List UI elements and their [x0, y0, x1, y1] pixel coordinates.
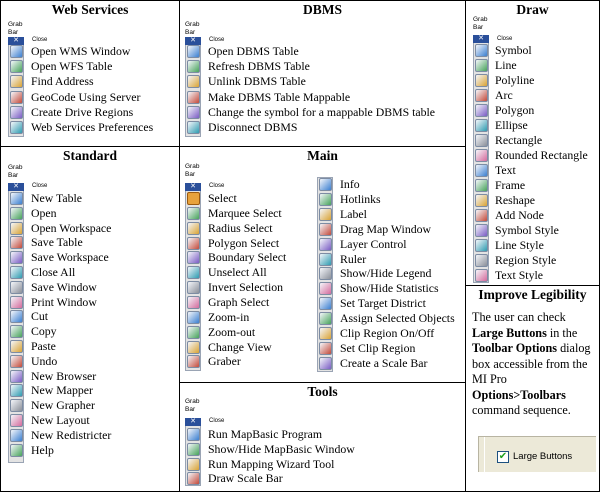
tool-item-layer-control[interactable]	[318, 237, 466, 252]
tool-item-label: Assign Selected Objects	[340, 311, 455, 326]
tool-item-label: Hotlinks	[340, 191, 381, 206]
tool-item-drag-map-window[interactable]	[318, 222, 466, 237]
tool-item-label: Polyline	[495, 73, 535, 87]
close-icon[interactable]: ✕	[185, 37, 201, 45]
tool-item-save-table[interactable]	[9, 235, 180, 250]
print-window-icon	[10, 296, 23, 309]
tool-item-label: Cut	[31, 309, 49, 324]
open-dbms-icon	[187, 45, 200, 58]
tool-item-label[interactable]	[318, 207, 466, 222]
close-label: Close	[209, 418, 225, 424]
close-label: Close	[209, 183, 225, 189]
paste-icon	[10, 340, 23, 353]
change-view-icon	[187, 341, 200, 354]
tool-item-run-mapbasic-program[interactable]	[186, 427, 408, 442]
tool-item-label: Help	[31, 442, 54, 457]
polyline-icon	[475, 74, 488, 87]
close-label: Close	[209, 37, 225, 43]
tool-item-label: Label	[340, 206, 367, 221]
new-redistricter-icon	[10, 429, 23, 442]
tool-item-undo[interactable]	[9, 354, 180, 369]
standard-title: Standard	[62, 148, 118, 163]
tool-item-rectangle[interactable]	[474, 133, 600, 148]
grab-bar-label[interactable]: Grab Bar	[185, 398, 200, 413]
ruler-icon	[319, 253, 332, 266]
new-table-icon	[10, 192, 23, 205]
tool-item-set-target-district[interactable]	[318, 296, 466, 311]
tool-item-label: Select	[208, 191, 237, 205]
large-buttons-dialog-snippet	[478, 436, 596, 472]
tool-item-label: Unlink DBMS Table	[208, 74, 306, 89]
new-layout-icon	[10, 414, 23, 427]
tool-item-close-all[interactable]	[9, 265, 180, 280]
assign-objects-icon	[319, 312, 332, 325]
refresh-dbms-icon	[187, 60, 200, 73]
tool-item-draw-scale-bar[interactable]	[186, 471, 408, 486]
tool-item-label: Set Target District	[340, 296, 426, 311]
tool-item-show-hide-legend[interactable]	[318, 266, 466, 281]
tool-item-new-grapher[interactable]	[9, 398, 180, 413]
large-buttons-label: Large Buttons	[513, 451, 573, 462]
tool-item-label: Show/Hide Statistics	[340, 281, 439, 296]
dbms-panel	[179, 0, 466, 147]
open-workspace-icon	[10, 222, 23, 235]
draw-scale-bar-icon	[187, 472, 200, 485]
tool-item-open[interactable]	[9, 206, 180, 221]
tool-item-label: Zoom-out	[208, 324, 256, 339]
tool-item-label: Rectangle	[495, 133, 543, 147]
tool-item-label: Arc	[495, 88, 513, 102]
tool-item-ruler[interactable]	[318, 252, 466, 267]
new-mapper-icon	[10, 384, 23, 397]
tool-item-cut[interactable]	[9, 309, 180, 324]
tool-item-label: Close All	[31, 265, 76, 279]
tool-item-label: Run MapBasic Program	[208, 427, 323, 441]
tool-item-create-a-scale-bar[interactable]	[318, 356, 466, 371]
new-browser-icon	[10, 370, 23, 383]
tool-item-show-hide-mapbasic-window[interactable]	[186, 442, 408, 457]
close-all-icon	[10, 266, 23, 279]
invert-selection-icon	[187, 281, 200, 294]
tool-item-label: New Grapher	[31, 398, 95, 413]
tool-item-label: Find Address	[31, 74, 94, 89]
tool-item-label: Marquee Select	[208, 205, 282, 220]
tools-panel	[179, 382, 466, 492]
tool-item-reshape[interactable]	[474, 193, 600, 208]
tool-item-help[interactable]	[9, 443, 180, 458]
tool-item-change-the-symbol-for-a-mappable-dbms-table[interactable]	[186, 104, 436, 120]
tool-item-label: Undo	[31, 353, 58, 368]
globe-wms-icon	[10, 45, 23, 58]
tool-item-label: Text	[495, 163, 516, 177]
layer-control-icon	[319, 238, 332, 251]
graph-select-icon	[187, 296, 200, 309]
tool-item-open-dbms-table[interactable]	[186, 44, 408, 59]
geocode-icon	[10, 91, 23, 104]
tool-item-label: Symbol Style	[495, 223, 559, 237]
large-buttons-checkbox[interactable]: ✔	[498, 451, 508, 462]
tool-item-symbol-style[interactable]	[474, 223, 600, 238]
select-arrow-icon	[187, 192, 200, 205]
tool-item-new-table[interactable]	[9, 191, 180, 206]
web-services-panel	[0, 0, 180, 147]
tool-item-show-hide-statistics[interactable]	[318, 281, 466, 296]
scale-bar-icon	[319, 357, 332, 370]
rectangle-icon	[475, 134, 488, 147]
tool-item-arc[interactable]	[474, 88, 600, 103]
legend-icon	[319, 267, 332, 280]
tool-item-region-style[interactable]	[474, 253, 600, 268]
tool-item-label: Refresh DBMS Table	[208, 59, 310, 74]
tool-item-line-style[interactable]	[474, 238, 600, 253]
tool-item-paste[interactable]	[9, 339, 180, 354]
tool-item-label: Change View	[208, 339, 272, 354]
tool-item-label: Invert Selection	[208, 280, 284, 295]
set-clip-region-icon	[319, 342, 332, 355]
grab-bar-label[interactable]: Grab Bar	[185, 163, 200, 178]
arc-icon	[475, 89, 488, 102]
frame-icon	[475, 179, 488, 192]
tool-item-new-redistricter[interactable]	[9, 428, 180, 443]
globe-wfs-icon	[10, 60, 23, 73]
tool-item-info[interactable]	[318, 177, 466, 192]
legibility-description: The user can check Large Buttons in the Toolbar Options dialog box accessible from the MI Pro Options>Toolbars command sequence.	[472, 310, 591, 417]
tool-item-unlink-dbms-table[interactable]	[186, 74, 408, 89]
tool-item-label: Drag Map Window	[340, 221, 432, 236]
close-icon[interactable]: ✕	[185, 183, 201, 191]
grab-bar-label[interactable]: Grab Bar	[185, 21, 200, 36]
tool-item-label: Set Clip Region	[340, 340, 416, 355]
close-label: Close	[32, 183, 48, 189]
tool-item-label: Frame	[495, 178, 526, 192]
polygon-icon	[475, 104, 488, 117]
cut-icon	[10, 310, 23, 323]
dbms-symbol-icon	[187, 106, 200, 119]
tool-item-line[interactable]	[474, 58, 600, 73]
close-icon[interactable]: ✕	[473, 35, 489, 43]
tool-item-label: Zoom-in	[208, 309, 250, 324]
draw-title: Draw	[516, 2, 549, 17]
tool-item-hotlinks[interactable]	[318, 192, 466, 207]
open-icon	[10, 207, 23, 220]
zoom-out-icon	[187, 326, 200, 339]
tool-item-new-browser[interactable]	[9, 369, 180, 384]
reshape-icon	[475, 194, 488, 207]
tool-item-symbol[interactable]	[474, 43, 600, 58]
tool-item-frame[interactable]	[474, 178, 600, 193]
tool-item-label: Show/Hide Legend	[340, 266, 432, 281]
tool-item-label: Change the symbol for a mappable DBMS table	[208, 104, 436, 119]
grab-bar-label[interactable]: Grab Bar	[473, 16, 488, 31]
tool-item-open-workspace[interactable]	[9, 221, 180, 236]
improve-legibility-panel	[465, 285, 600, 492]
region-style-icon	[475, 254, 488, 267]
copy-icon	[10, 325, 23, 338]
rounded-rectangle-icon	[475, 149, 488, 162]
mapping-wizard-icon	[187, 458, 200, 471]
grab-bar-label[interactable]: Grab Bar	[8, 164, 23, 179]
info-icon	[319, 178, 332, 191]
tool-item-label: Copy	[31, 324, 57, 339]
tool-item-label: Region Style	[495, 253, 557, 267]
tool-item-copy[interactable]	[9, 324, 180, 339]
polygon-select-icon	[187, 237, 200, 250]
tool-item-label: Save Window	[31, 279, 97, 294]
grabber-hand-icon	[187, 355, 200, 368]
tool-item-label: Graber	[208, 354, 241, 369]
boundary-select-icon	[187, 251, 200, 264]
tool-item-label: Graph Select	[208, 294, 270, 309]
tool-item-disconnect-dbms[interactable]	[186, 120, 408, 135]
tool-item-label: Add Node	[495, 208, 544, 222]
tool-item-find-address[interactable]	[9, 74, 180, 89]
unselect-all-icon	[187, 266, 200, 279]
tool-item-label: Info	[340, 177, 360, 191]
tool-item-label: Unselect All	[208, 265, 267, 280]
tool-item-open-wfs-table[interactable]	[9, 59, 180, 74]
tool-item-make-dbms-table-mappable[interactable]	[186, 90, 408, 105]
tool-item-create-drive-regions[interactable]	[9, 105, 180, 120]
tool-item-label: Reshape	[495, 193, 535, 207]
close-label: Close	[497, 36, 513, 42]
tool-item-label: Layer Control	[340, 236, 407, 251]
web-services-title: Web Services	[51, 2, 129, 17]
standard-panel	[0, 146, 180, 492]
tool-item-label: New Mapper	[31, 383, 93, 398]
line-icon	[475, 59, 488, 72]
close-icon[interactable]: ✕	[185, 418, 201, 426]
tool-item-save-workspace[interactable]	[9, 250, 180, 265]
tool-item-label: Make DBMS Table Mappable	[208, 89, 351, 104]
tool-item-label: Open WFS Table	[31, 59, 113, 74]
tool-item-label: New Browser	[31, 368, 97, 383]
tool-item-set-clip-region[interactable]	[318, 341, 466, 356]
mappable-dbms-icon	[187, 91, 200, 104]
tool-item-print-window[interactable]	[9, 295, 180, 310]
mapbasic-window-icon	[187, 443, 200, 456]
tool-item-label: New Table	[31, 191, 83, 205]
close-icon[interactable]: ✕	[8, 183, 24, 191]
draw-panel	[465, 0, 600, 286]
grab-bar-label[interactable]: Grab Bar	[8, 21, 23, 36]
tool-item-label: Line	[495, 58, 517, 72]
tool-item-label: Clip Region On/Off	[340, 326, 435, 340]
tool-item-geocode-using-server[interactable]	[9, 90, 180, 105]
tool-item-label: Save Workspace	[31, 250, 109, 265]
close-icon[interactable]: ✕	[8, 37, 24, 45]
tool-item-label: GeoCode Using Server	[31, 89, 141, 104]
target-district-icon	[319, 297, 332, 310]
close-label: Close	[32, 37, 48, 43]
tool-item-label: Open DBMS Table	[208, 44, 299, 58]
ellipse-icon	[475, 119, 488, 132]
web-preferences-icon	[10, 121, 23, 134]
tool-item-label: New Layout	[31, 413, 90, 427]
tool-item-label: Open Workspace	[31, 220, 112, 235]
symbol-icon	[475, 44, 488, 57]
improve-legibility-title: Improve Legibility	[478, 287, 587, 302]
tool-item-label: Ellipse	[495, 118, 528, 132]
tool-item-add-node[interactable]	[474, 208, 600, 223]
tool-item-label: Radius Select	[208, 220, 273, 235]
tool-item-assign-selected-objects[interactable]	[318, 311, 466, 326]
tool-item-label: New Redistricter	[31, 427, 112, 442]
tool-item-clip-region-on-off[interactable]	[318, 326, 466, 341]
help-icon	[10, 444, 23, 457]
tool-item-label: Run Mapping Wizard Tool	[208, 456, 335, 471]
tool-item-polygon[interactable]	[474, 103, 600, 118]
new-grapher-icon	[10, 399, 23, 412]
save-workspace-icon	[10, 251, 23, 264]
tool-item-label: Symbol	[495, 43, 532, 57]
tool-item-run-mapping-wizard-tool[interactable]	[186, 457, 408, 472]
tool-item-label: Disconnect DBMS	[208, 120, 298, 134]
drag-map-icon	[319, 223, 332, 236]
drive-regions-icon	[10, 106, 23, 119]
tool-item-label: Rounded Rectangle	[495, 148, 588, 162]
tool-item-label: Boundary Select	[208, 250, 287, 265]
tool-item-label: Paste	[31, 339, 56, 353]
radius-select-icon	[187, 222, 200, 235]
symbol-style-icon	[475, 224, 488, 237]
tool-item-refresh-dbms-table[interactable]	[186, 59, 408, 74]
tool-item-label: Print Window	[31, 294, 97, 309]
run-mapbasic-icon	[187, 428, 200, 441]
tool-item-label: Text Style	[495, 268, 543, 282]
tool-item-text[interactable]	[474, 163, 600, 178]
disconnect-dbms-icon	[187, 121, 200, 134]
statistics-icon	[319, 282, 332, 295]
save-table-icon	[10, 236, 23, 249]
main-panel	[179, 146, 466, 383]
add-node-icon	[475, 209, 488, 222]
tool-item-label: Create a Scale Bar	[340, 355, 428, 370]
tool-item-save-window[interactable]	[9, 280, 180, 295]
dialog-divider	[479, 437, 485, 472]
tool-item-text-style[interactable]	[474, 268, 600, 283]
tool-item-label: Create Drive Regions	[31, 104, 134, 119]
text-style-icon	[475, 269, 488, 282]
tool-item-rounded-rectangle[interactable]	[474, 148, 600, 163]
marquee-select-icon	[187, 207, 200, 220]
zoom-in-icon	[187, 311, 200, 324]
tool-item-web-services-preferences[interactable]	[9, 120, 180, 135]
clip-region-toggle-icon	[319, 327, 332, 340]
dbms-title: DBMS	[302, 2, 342, 17]
tool-item-label: Line Style	[495, 238, 544, 252]
tool-item-new-layout[interactable]	[9, 413, 180, 428]
label-icon	[319, 208, 332, 221]
tool-item-label: Polygon Select	[208, 235, 280, 250]
undo-icon	[10, 355, 23, 368]
tool-item-polyline[interactable]	[474, 73, 600, 88]
unlink-dbms-icon	[187, 75, 200, 88]
tool-item-label: Open	[31, 205, 57, 220]
tool-item-label: Web Services Preferences	[31, 120, 154, 134]
tool-item-label: Ruler	[340, 251, 367, 266]
main-title: Main	[307, 148, 338, 163]
text-icon	[475, 164, 488, 177]
hotlinks-icon	[319, 193, 332, 206]
tool-item-label: Draw Scale Bar	[208, 471, 283, 486]
tool-item-open-wms-window[interactable]	[9, 44, 180, 59]
tool-item-label: Show/Hide MapBasic Window	[208, 441, 355, 456]
tool-item-ellipse[interactable]	[474, 118, 600, 133]
tool-item-label: Polygon	[495, 103, 535, 117]
tool-item-new-mapper[interactable]	[9, 383, 180, 398]
find-address-icon	[10, 75, 23, 88]
save-window-icon	[10, 281, 23, 294]
tool-item-label: Save Table	[31, 235, 83, 250]
tool-item-label: Open WMS Window	[31, 44, 131, 58]
line-style-icon	[475, 239, 488, 252]
tools-title: Tools	[307, 384, 338, 399]
